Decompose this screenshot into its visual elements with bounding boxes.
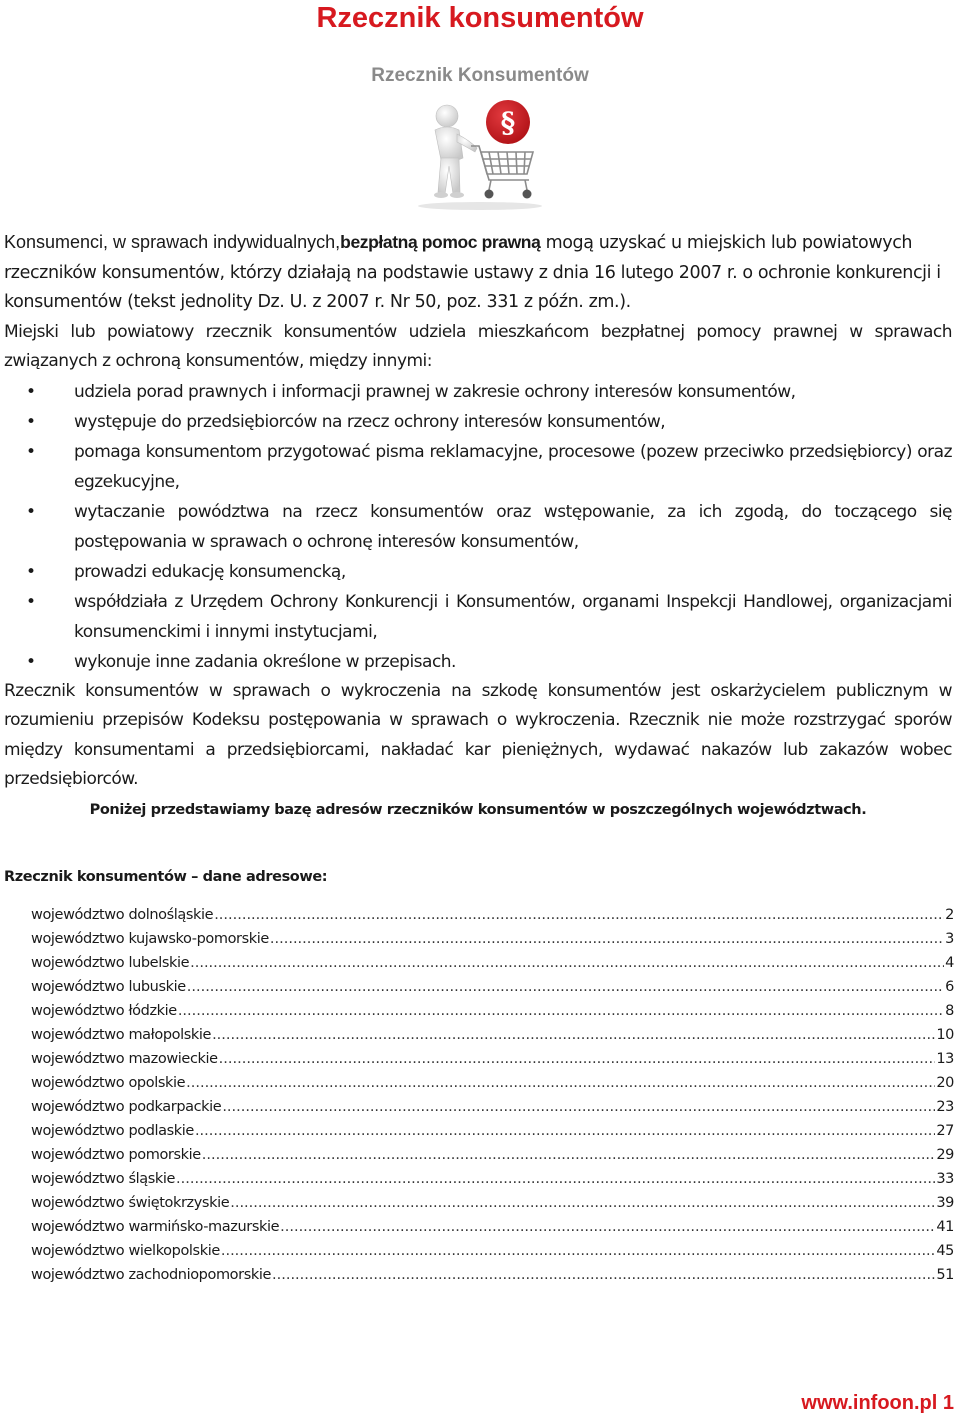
toc-page: 10 <box>936 1027 954 1043</box>
closing-paragraph: Rzecznik konsumentów w sprawach o wykroczenia na szkodę konsumentów jest oskarżycielem publicznym w rozumieniu przepisów Kodeksu postępowania w sprawach o wykroczenia. Rzecznik nie może rozstrzygać sporów między konsumentami a przedsiębiorcami, nakładać kar pieniężnych, wydawać nakazów lub zakazów wobec przedsiębiorców. <box>4 680 952 789</box>
toc-label: województwo lubuskie <box>31 979 186 995</box>
toc-item-lubelskie[interactable] <box>31 951 954 975</box>
toc-page: 51 <box>936 1267 954 1283</box>
list-item: • współdziała z Urzędem Ochrony Konkurencji i Konsumentów, organami Inspekcji Handlowej, organizacjami konsumenckimi i innymi instytucjami, <box>74 587 952 647</box>
intro-bold: bezpłatną pomoc prawną <box>340 232 541 252</box>
toc-item-lodzkie[interactable] <box>31 999 954 1023</box>
address-note: Poniżej przedstawiamy bazę adresów rzeczników konsumentów w poszczególnych województwach. <box>89 801 867 818</box>
toc-item-kujawsko-pomorskie[interactable] <box>31 927 954 951</box>
toc-page: 4 <box>945 955 954 971</box>
toc-page: 6 <box>945 979 954 995</box>
toc-page: 33 <box>936 1171 954 1187</box>
intro-rest: mogą uzyskać u miejskich lub powiatowych rzeczników konsumentów, którzy działają na podstawie ustawy z dnia 16 lutego 2007 r. o ochronie konkurencji i konsumentów (tekst jednolity Dz. U. z 2007 r. Nr 50, poz. 331 z późn. zm.). <box>4 233 941 312</box>
toc-page: 29 <box>936 1147 954 1163</box>
duties-intro: Miejski lub powiatowy rzecznik konsumentów udziela mieszkańcom bezpłatnej pomocy prawnej w sprawach związanych z ochroną konsumentów, między innymi: <box>4 321 952 371</box>
toc-item-warminsko-mazurskie[interactable] <box>31 1215 954 1239</box>
list-item: • pomaga konsumentom przygotować pisma reklamacyjne, procesowe (pozew przeciwko przedsiębiorcy) oraz egzekucyjne, <box>74 437 952 497</box>
list-item: • wytaczanie powództwa na rzecz konsumentów oraz wstępowanie, za ich zgodą, do toczącego się postępowania w sprawach o ochronę interesów konsumentów, <box>74 497 952 557</box>
toc-item-malopolskie[interactable] <box>31 1023 954 1047</box>
toc-page: 13 <box>936 1051 954 1067</box>
toc-label: województwo łódzkie <box>31 1003 177 1019</box>
list-item: • wykonuje inne zadania określone w przepisach. <box>74 647 952 677</box>
svg-text:§: § <box>500 106 516 139</box>
toc-label: województwo lubelskie <box>31 955 190 971</box>
toc-label: województwo wielkopolskie <box>31 1243 220 1259</box>
toc-label: województwo małopolskie <box>31 1027 212 1043</box>
toc-page: 27 <box>936 1123 954 1139</box>
toc-page: 3 <box>945 931 954 947</box>
toc-item-wielkopolskie[interactable] <box>31 1239 954 1263</box>
toc-item-mazowieckie[interactable] <box>31 1047 954 1071</box>
toc-page: 41 <box>936 1219 954 1235</box>
intro-paragraph <box>4 228 952 318</box>
toc-label: województwo pomorskie <box>31 1147 201 1163</box>
toc-item-slaskie[interactable] <box>31 1167 954 1191</box>
shopping-cart-person-icon <box>405 96 555 212</box>
footer-site-link[interactable]: www.infoon.pl <box>801 1392 938 1414</box>
toc-label: województwo świętokrzyskie <box>31 1195 230 1211</box>
toc-item-zachodniopomorskie[interactable] <box>31 1263 954 1287</box>
main-content <box>4 228 952 823</box>
page-subtitle: Rzecznik Konsumentów <box>371 65 589 86</box>
toc-item-pomorskie[interactable] <box>31 1143 954 1167</box>
toc-page: 20 <box>936 1075 954 1091</box>
toc-item-podlaskie[interactable] <box>31 1119 954 1143</box>
list-item: • występuje do przedsiębiorców na rzecz ochrony interesów konsumentów, <box>74 407 952 437</box>
toc-page: 8 <box>945 1003 954 1019</box>
list-item: • prowadzi edukację konsumencką, <box>74 557 952 587</box>
toc-label: województwo mazowieckie <box>31 1051 218 1067</box>
table-of-contents <box>31 903 954 1287</box>
toc-page: 23 <box>936 1099 954 1115</box>
toc-label: województwo podkarpackie <box>31 1099 222 1115</box>
toc-item-opolskie[interactable] <box>31 1071 954 1095</box>
toc-item-dolnoslaskie[interactable] <box>31 903 954 927</box>
toc-item-lubuskie[interactable] <box>31 975 954 999</box>
toc-label: województwo podlaskie <box>31 1123 194 1139</box>
toc-label: województwo warmińsko-mazurskie <box>31 1219 280 1235</box>
toc-label: województwo opolskie <box>31 1075 186 1091</box>
page-footer <box>801 1392 954 1415</box>
intro-lead: Konsumenci, w sprawach indywidualnych, <box>4 232 341 252</box>
toc-page: 45 <box>936 1243 954 1259</box>
toc-page: 2 <box>945 907 954 923</box>
toc-item-swietokrzyskie[interactable] <box>31 1191 954 1215</box>
address-heading: Rzecznik konsumentów – dane adresowe: <box>4 869 328 885</box>
toc-label: województwo zachodniopomorskie <box>31 1267 272 1283</box>
list-item: • udziela porad prawnych i informacji prawnej w zakresie ochrony interesów konsumentów, <box>74 377 952 407</box>
toc-label: województwo kujawsko-pomorskie <box>31 931 269 947</box>
toc-page: 39 <box>936 1195 954 1211</box>
toc-label: województwo śląskie <box>31 1171 176 1187</box>
toc-item-podkarpackie[interactable] <box>31 1095 954 1119</box>
page-title: Rzecznik konsumentów <box>316 2 644 34</box>
toc-label: województwo dolnośląskie <box>31 907 214 923</box>
page-number: 1 <box>942 1392 954 1414</box>
duties-list <box>4 377 952 677</box>
